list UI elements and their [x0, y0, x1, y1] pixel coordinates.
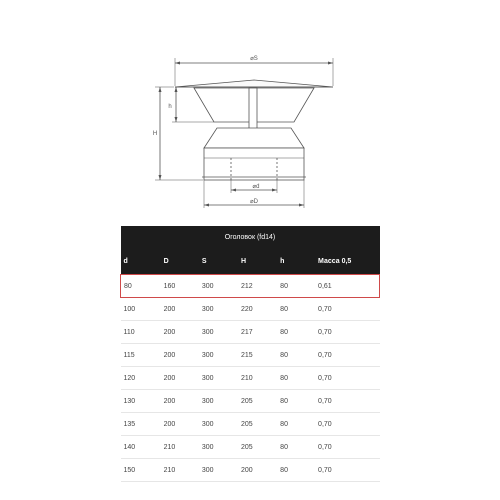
cell-h: 80	[277, 436, 315, 459]
table-row	[121, 390, 380, 413]
cell-S: 300	[199, 367, 238, 390]
column-header: Масса 0,5	[315, 248, 379, 275]
cell-mass: 0,70	[315, 413, 379, 436]
column-header: D	[161, 248, 199, 275]
cell-d: 140	[121, 436, 161, 459]
cell-D: 200	[161, 321, 199, 344]
cell-h: 80	[277, 321, 315, 344]
cell-mass: 0,70	[315, 459, 379, 482]
cell-d: 130	[121, 390, 161, 413]
cell-h: 80	[277, 344, 315, 367]
cell-d: 110	[121, 321, 161, 344]
cell-S: 300	[199, 298, 238, 321]
cell-d: 120	[121, 367, 161, 390]
table-row	[121, 413, 380, 436]
column-header: S	[199, 248, 238, 275]
diffuser-cone	[204, 128, 304, 148]
cell-mass: 0,70	[315, 321, 379, 344]
table-row	[121, 436, 380, 459]
column-header: d	[121, 248, 161, 275]
cell-h: 80	[277, 413, 315, 436]
cell-D: 200	[161, 344, 199, 367]
table-row	[121, 275, 380, 298]
cell-h: 80	[277, 275, 315, 298]
cell-D: 210	[161, 436, 199, 459]
cell-S: 300	[199, 390, 238, 413]
cell-mass: 0,70	[315, 390, 379, 413]
cell-h: 80	[277, 298, 315, 321]
cell-H: 210	[238, 367, 277, 390]
spec-table	[120, 226, 380, 482]
table-row	[121, 367, 380, 390]
cell-mass: 0,70	[315, 298, 379, 321]
cap-roof	[175, 80, 333, 87]
cell-d: 135	[121, 413, 161, 436]
cell-H: 220	[238, 298, 277, 321]
cell-H: 200	[238, 459, 277, 482]
cell-d: 80	[121, 275, 161, 298]
cell-S: 300	[199, 459, 238, 482]
cell-H: 212	[238, 275, 277, 298]
cell-mass: 0,61	[315, 275, 379, 298]
cell-D: 160	[161, 275, 199, 298]
cell-mass: 0,70	[315, 436, 379, 459]
cell-H: 217	[238, 321, 277, 344]
cell-S: 300	[199, 275, 238, 298]
chimney-cap-drawing	[0, 0, 500, 220]
cell-D: 200	[161, 367, 199, 390]
table-title-row	[121, 226, 380, 248]
cell-S: 300	[199, 413, 238, 436]
cell-mass: 0,70	[315, 344, 379, 367]
table-row	[121, 344, 380, 367]
cell-S: 300	[199, 321, 238, 344]
cell-D: 200	[161, 390, 199, 413]
column-header: h	[277, 248, 315, 275]
column-header: H	[238, 248, 277, 275]
table-title: Оголовок (fd14)	[121, 226, 380, 248]
cell-d: 115	[121, 344, 161, 367]
label-D: ⌀D	[250, 199, 258, 205]
table-row	[121, 321, 380, 344]
cell-S: 300	[199, 436, 238, 459]
cell-H: 205	[238, 390, 277, 413]
label-s: ⌀S	[250, 56, 258, 62]
cell-D: 200	[161, 298, 199, 321]
cell-d: 150	[121, 459, 161, 482]
cell-h: 80	[277, 367, 315, 390]
cell-H: 205	[238, 413, 277, 436]
table-row	[121, 298, 380, 321]
table-header-row	[121, 248, 380, 275]
cell-mass: 0,70	[315, 367, 379, 390]
body	[204, 148, 304, 180]
cell-D: 210	[161, 459, 199, 482]
cell-S: 300	[199, 344, 238, 367]
table-row	[121, 459, 380, 482]
cell-D: 200	[161, 413, 199, 436]
cell-H: 205	[238, 436, 277, 459]
cell-h: 80	[277, 459, 315, 482]
label-H: H	[152, 131, 158, 137]
label-h-small: h	[168, 104, 172, 110]
label-d: ⌀d	[252, 184, 260, 190]
cell-h: 80	[277, 390, 315, 413]
cell-H: 215	[238, 344, 277, 367]
cell-d: 100	[121, 298, 161, 321]
